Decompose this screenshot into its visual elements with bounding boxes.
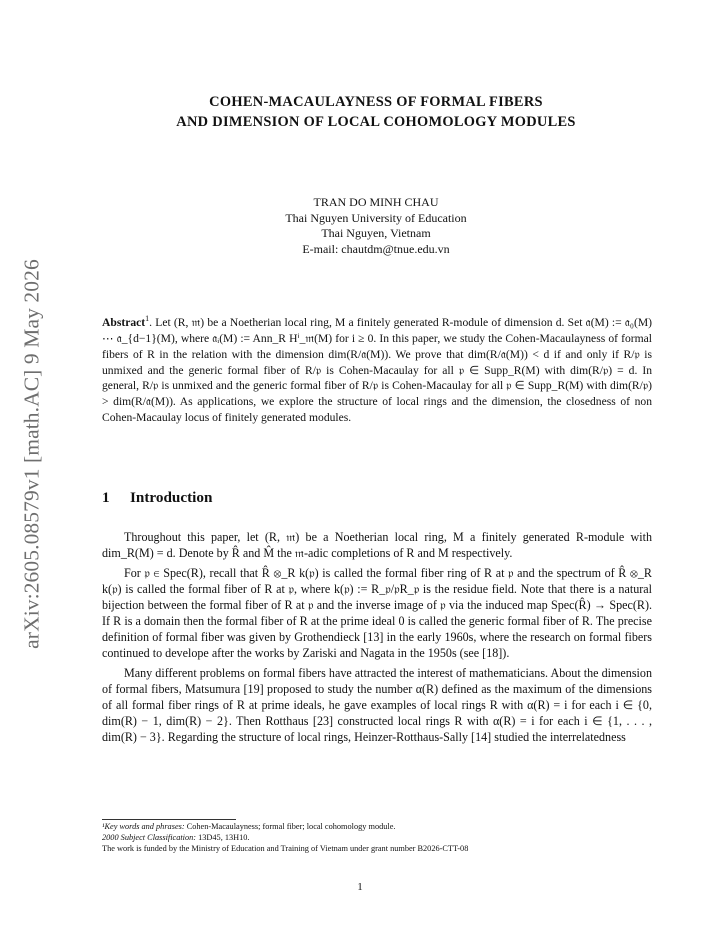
arxiv-identifier-stamp <box>13 245 51 663</box>
footnote-keywords-text: Cohen-Macaulayness; formal fiber; local cohomology module. <box>186 822 396 831</box>
page-number: 1 <box>357 881 363 893</box>
footnote-msc-text: 13D45, 13H10. <box>198 832 250 842</box>
section-number: 1 <box>102 489 110 506</box>
intro-paragraph-1: Throughout this paper, let (R, 𝔪) be a Noetherian local ring, M a finitely generated R-module with dim_R(M) = d. Denote by R̂ and M̂ the 𝔪-adic completions of R and M respectively. <box>102 530 652 560</box>
footnote-keywords-label: ¹Key words and phrases: <box>102 822 185 831</box>
abstract-paragraph <box>102 311 652 426</box>
author-location: Thai Nguyen, Vietnam <box>321 226 431 241</box>
abstract-body: . Let (R, 𝔪) be a Noetherian local ring, M a finitely generated R-module of dimension d. Set 𝔞(M) := 𝔞₀(M) ⋯ 𝔞_{d−1}(M), where 𝔞ᵢ(M) := Ann_R Hⁱ_𝔪(M) for i ≥ 0. In this paper, we study the Cohen-Macaulayness of formal fibers of R in the relation with the dimension dim(R/𝔞(M)). We prove that dim(R/𝔞(M)) < d if and only if R/𝔭 is unmixed and the generic formal fiber of R/𝔭 is Cohen-Macaulay for all 𝔭 ∈ Supp_R(M) with dim(R/𝔭) = d. In general, R/𝔭 is unmixed and the generic formal fiber of R/𝔭 is Cohen-Macaulay for all 𝔭 ∈ Supp_R(M) with dim(R/𝔭) > dim(R/𝔞(M)). As applications, we explore the structure of local rings and the dimension, the closedness of non Cohen-Macaulay locus of finitely generated modules. <box>102 315 652 425</box>
paper-title <box>100 92 652 132</box>
title-line-2: AND DIMENSION OF LOCAL COHOMOLOGY MODULES <box>176 114 576 130</box>
author-block <box>100 195 652 257</box>
intro-paragraph-2: For 𝔭 ∈ Spec(R), recall that R̂ ⊗_R k(𝔭) is called the formal fiber ring of R at 𝔭 and the spectrum of R̂ ⊗_R k(𝔭) is called the formal fiber of R at 𝔭, where k(𝔭) := R_𝔭/𝔭R_𝔭 is the residue field. Note that there is a natural bijection between the formal fiber of R at 𝔭 and the inverse image of 𝔭 via the induced map Spec(R̂) → Spec(R). If R is a domain then the formal fiber of R at the prime ideal 0 is called the generic formal fiber of R. The precise definition of formal fiber was given by Grothendieck [13] in the early 1960s, where the research on formal fibers continued to develope after the works by Zariski and Nagata in the 1950s (see [18]). <box>102 566 652 660</box>
footnote-keywords <box>102 822 652 833</box>
arxiv-identifier-text: arXiv:2605.08579v1 [math.AC] 9 May 2026 <box>19 259 44 649</box>
introduction-body <box>102 529 652 749</box>
footnote-msc <box>102 833 652 844</box>
section-heading-introduction <box>102 489 212 507</box>
footnote-funding: The work is funded by the Ministry of Education and Training of Vietnam under grant number B2026-CTT-08 <box>102 843 469 853</box>
footnote-divider <box>102 819 236 820</box>
section-title: Introduction <box>130 489 213 506</box>
author-email: E-mail: chautdm@tnue.edu.vn <box>302 241 450 256</box>
footnotes <box>102 822 652 854</box>
title-line-1: COHEN-MACAULAYNESS OF FORMAL FIBERS <box>209 94 543 110</box>
intro-paragraph-3: Many different problems on formal fibers have attracted the interest of mathematicians. About the dimension of formal fibers, Matsumura [19] proposed to study the number α(R) defined as the maximum of the dimensions of all formal fiber rings of R at prime ideals, he gave examples of local rings R with α(R) = i for each i ∈ {0, dim(R) − 1, dim(R) − 2}. Then Rotthaus [23] constructed local rings R with α(R) = i for each i ∈ {1, . . . , dim(R) − 3}. Regarding the structure of local rings, Heinzer-Rotthaus-Sally [14] studied the interrelatedness <box>102 666 652 744</box>
footnote-msc-label: 2000 Subject Classification: <box>102 832 197 842</box>
author-name: TRAN DO MINH CHAU <box>313 195 439 209</box>
abstract <box>102 311 652 426</box>
abstract-label: Abstract <box>102 315 146 329</box>
author-affiliation: Thai Nguyen University of Education <box>285 210 467 225</box>
abstract-footnote-mark: 1 <box>145 314 150 323</box>
